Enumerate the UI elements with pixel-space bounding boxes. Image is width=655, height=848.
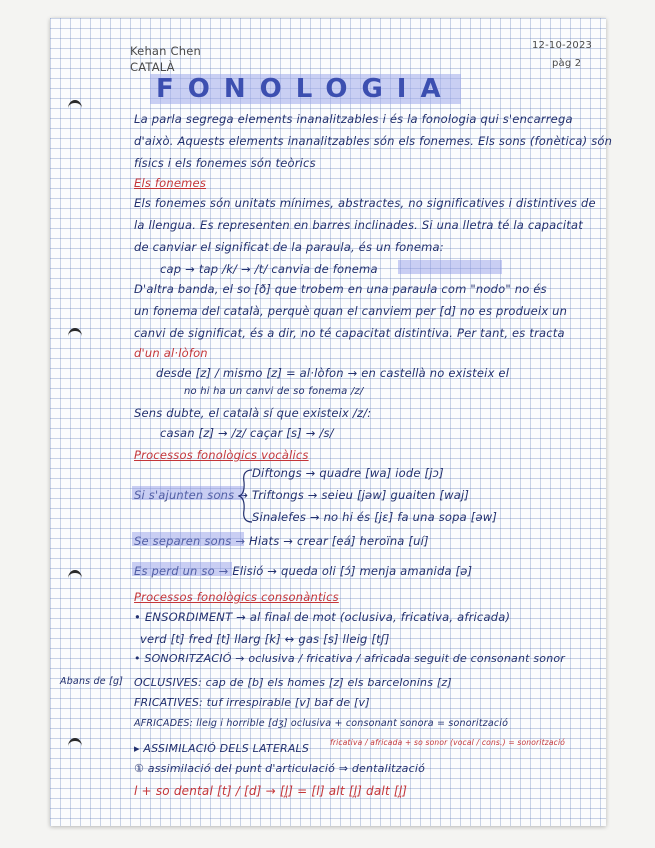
subject-label: CATALÀ	[130, 60, 175, 74]
page-title: FONOLOGIA	[150, 74, 461, 104]
example-line: desde [z] / mismo [z] = al·lòfon → en castellà no existeix el	[156, 366, 510, 380]
example-line: FRICATIVES: tuf irrespirable [v] baf de [v]	[134, 696, 370, 709]
annotation-line: fricativa / africada + so sonor (vocal / cons.) = sonorització	[330, 738, 566, 747]
binder-hole	[68, 328, 82, 345]
triphthong-line: Si s'ajunten sons → Triftongs → seieu [jəw] guaiten [waj]	[134, 488, 470, 502]
example-line: cap → tap /k/ → /t/ canvia de fonema	[160, 262, 378, 276]
text-line: Els fonemes són unitats mínimes, abstractes, no significatives i distintives de	[134, 196, 596, 210]
binder-hole	[68, 570, 82, 587]
text-line: un fonema del català, perquè quan el canviem per [d] no es produeix un	[134, 304, 568, 318]
text-line: D'altra banda, el so [ð] que trobem en una paraula com "nodo" no és	[134, 282, 547, 296]
text-line: d'això. Aquests elements inanalitzables són els fonemes. Els sons (fonètica) són	[134, 134, 613, 148]
example-line: l + so dental [t] / [d] → [l̪] = [l] alt [l̪] dalt [l̪]	[134, 784, 408, 798]
synalepha-line: Sinalefes → no hi és [jɛ] fa una sopa [əw]	[252, 510, 498, 524]
text-line: d'un al·lòfon	[134, 346, 208, 360]
hiatus-line: Se separen sons → Hiats → crear [eá] heroïna [uí]	[134, 534, 429, 548]
example-line: OCLUSIVES: cap de [b] els homes [z] els barcelonins [z]	[134, 676, 452, 689]
example-line: AFRICADES: lleig i horrible [dʒ] oclusiva + consonant sonora = sonorització	[134, 718, 509, 729]
highlight-mark	[132, 486, 244, 500]
page-number: pàg 2	[552, 58, 582, 69]
section-heading: Processos fonològics vocàlics	[134, 448, 309, 462]
brace-icon	[238, 468, 254, 524]
text-line: canvi de significat, és a dir, no té capacitat distintiva. Per tant, es tracta	[134, 326, 565, 340]
highlight-mark	[398, 260, 502, 274]
example-line: casan [z] → /z/ caçar [s] → /s/	[160, 426, 334, 440]
elision-line: Es perd un so → Elisió → queda oli [ɔ́] menja amanida [ə]	[134, 564, 473, 578]
text-line: la llengua. Es representen en barres inclinades. Si una lletra té la capacitat	[134, 218, 583, 232]
text-line: ▸ ASSIMILACIÓ DELS LATERALS	[134, 742, 310, 755]
text-line: de canviar el significat de la paraula, és un fonema:	[134, 240, 444, 254]
highlight-mark	[132, 562, 232, 576]
text-line: • SONORITZACIÓ → oclusiva / fricativa / africada seguit de consonant sonor	[134, 652, 566, 665]
binder-hole	[68, 738, 82, 755]
diphthong-line: Diftongs → quadre [wa] iode [jɔ]	[252, 466, 444, 480]
example-line: no hi ha un canvi de so fonema /z/	[184, 386, 364, 397]
text-line: La parla segrega elements inanalitzables i és la fonologia qui s'encarrega	[134, 112, 573, 126]
text-line: Sens dubte, el català sí que existeix /z/:	[134, 406, 372, 420]
text-line: • ENSORDIMENT → al final de mot (oclusiva, fricativa, africada)	[134, 610, 511, 624]
author-name: Kehan Chen	[130, 44, 202, 58]
section-heading: Processos fonològics consonàntics	[134, 590, 339, 604]
text-line: físics i els fonemes són teòrics	[134, 156, 316, 170]
binder-hole	[68, 100, 82, 117]
example-line: verd [t] fred [t] llarg [k] ↔ gas [s] lleig [tʃ]	[140, 632, 390, 646]
section-heading: Els fonemes	[134, 176, 207, 190]
text-line: ① assimilació del punt d'articulació ⇒ dentalització	[134, 762, 426, 775]
highlight-mark	[132, 532, 244, 546]
date-label: 12-10-2023	[532, 40, 593, 51]
margin-note: Abans de [g]	[60, 676, 124, 687]
